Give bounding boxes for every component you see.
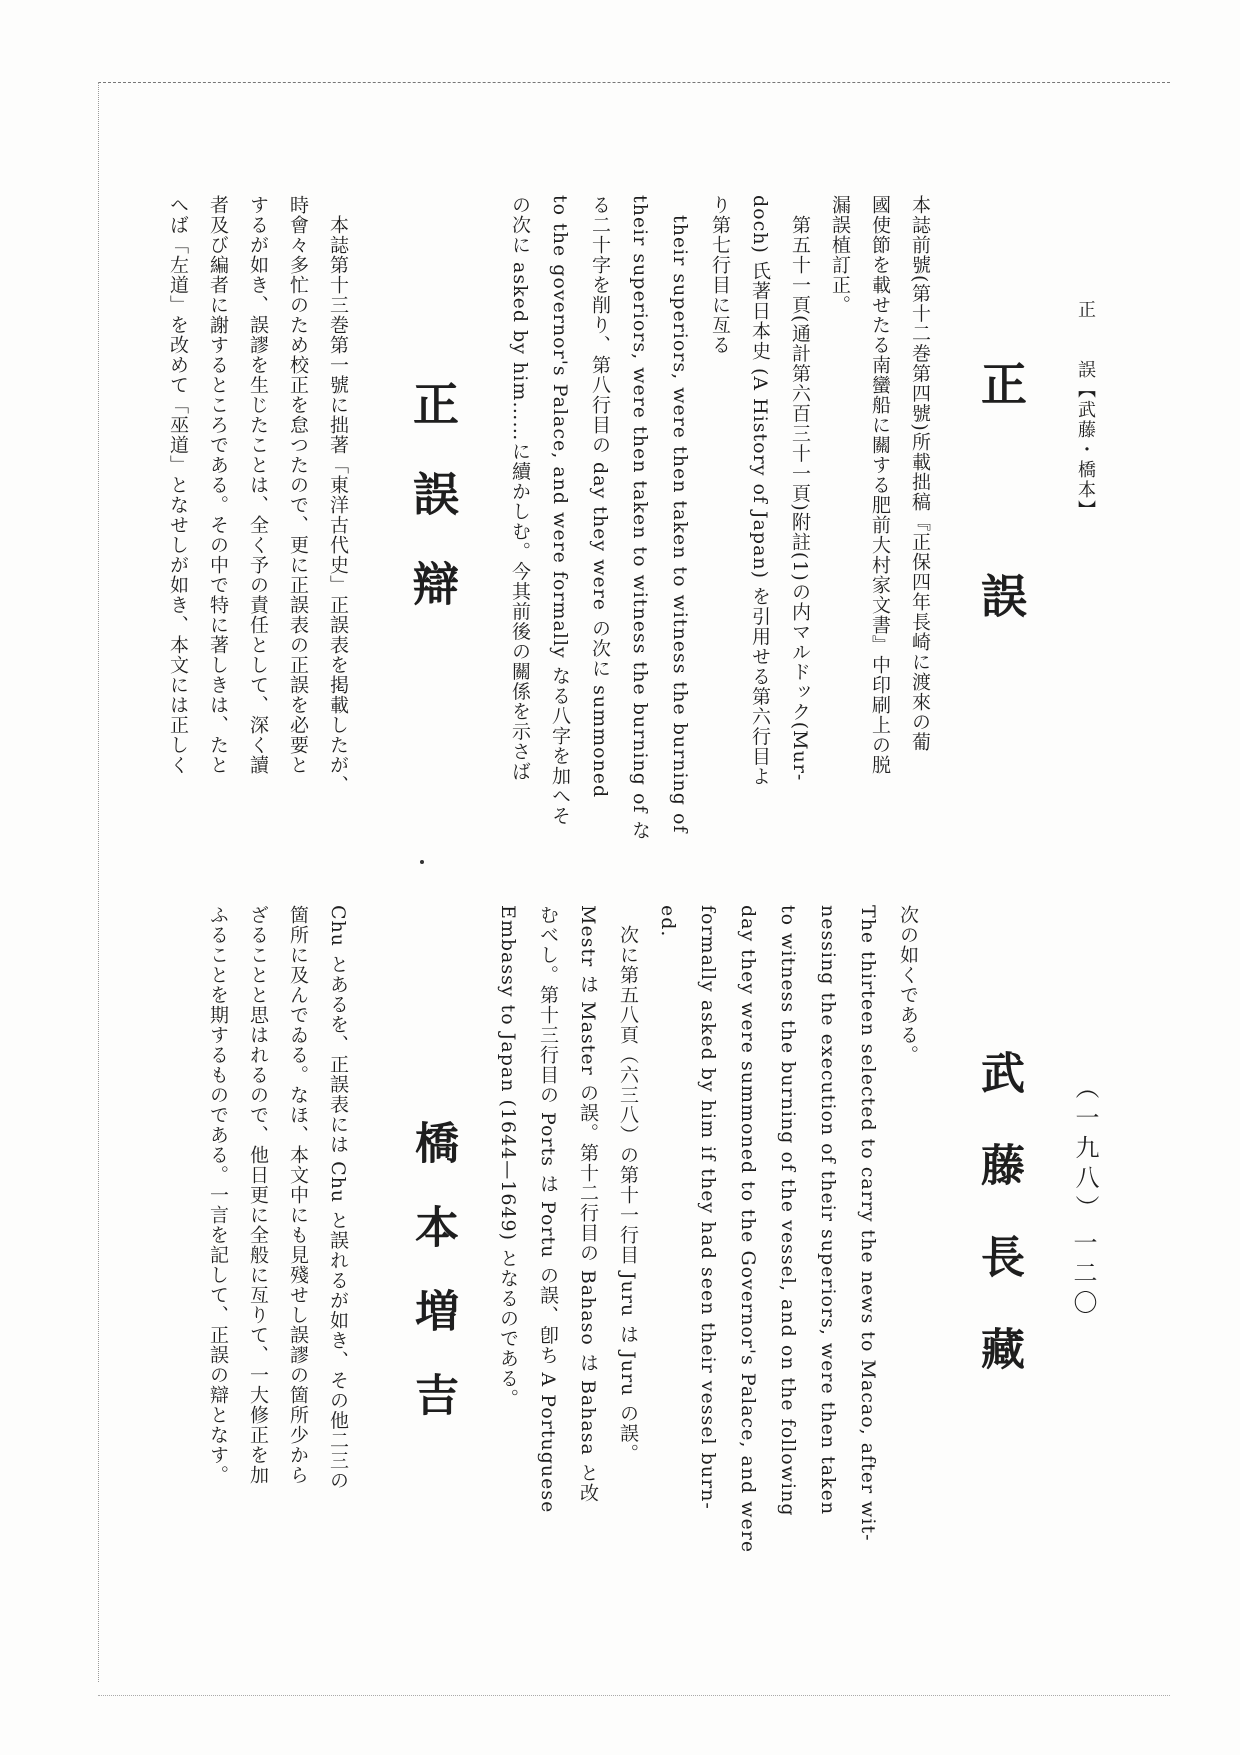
article2-line-1: 本誌第十三巻第一號に拙著「東洋古代史」正誤表を掲載したが、 bbox=[327, 195, 349, 795]
sequence-number: （一九八） bbox=[1071, 1075, 1099, 1225]
article1-line-19: 次に第五八頁（六三八）の第十一行目 Juru は Juru の誤。 bbox=[617, 905, 639, 1464]
article1-line-12: 次の如くである。 bbox=[897, 905, 919, 1065]
article2-line-5: へば「左道」を改めて「巫道」となせしが如き、本文には正しく bbox=[167, 195, 189, 775]
article1-line-9: る二十字を削り、第八行目の day they were の次に summoned bbox=[589, 195, 611, 799]
page-number: 一二〇 bbox=[1069, 1230, 1097, 1320]
article2-line-8: ざることと思はれるので、他日更に全般に亙りて、一大修正を加 bbox=[247, 905, 269, 1485]
separator-dot bbox=[420, 860, 424, 864]
article1-line-20: Mestr は Master の誤。第十二行目の Bahaso は Bahasa と改 bbox=[577, 905, 599, 1503]
article2-author: 橋本増吉 bbox=[407, 1120, 458, 1456]
article1-line-11: の次に asked by him……に續かしむ。今其前後の關係を示さば bbox=[509, 195, 531, 782]
article1-line-5: doch) 氏著日本史 (A History of Japan) を引用せる第六行目よ bbox=[749, 195, 771, 787]
article1-line-22: Embassy to Japan (1644—1649) となるのである。 bbox=[497, 905, 519, 1409]
article1-line-1: 本誌前號(第十二巻第四號)所載拙稿『正保四年長崎に渡來の葡 bbox=[909, 195, 931, 752]
article2-line-6: Chu とあるを、正誤表には Chu と誤れるが如き、その他二三の bbox=[327, 905, 349, 1491]
article1-line-10: to the governor's Palace, and were formally なる八字を加へそ bbox=[549, 195, 571, 826]
article1-line-13: The thirteen selected to carry the news to Macao, after wit- bbox=[857, 905, 879, 1542]
frame-rule-bottom bbox=[98, 1695, 1170, 1696]
article1-line-8: their superiors, were then taken to witness the burning of な bbox=[629, 195, 651, 841]
article1-line-14: nessing the execution of their superiors, were then taken bbox=[817, 905, 839, 1516]
article2-line-4: 者及び編者に謝するところである。その中で特に著しきは、たと bbox=[207, 195, 229, 775]
article2-line-3: するが如き、誤謬を生じたことは、全く予の責任として、深く讀 bbox=[247, 195, 269, 775]
article1-line-6: り第七行目に亙る bbox=[709, 195, 731, 355]
article2-line-7: 箇所に及んでゐる。なほ、本文中にも見殘せし誤謬の箇所少から bbox=[287, 905, 309, 1485]
article1-line-3: 漏誤植訂正。 bbox=[829, 195, 851, 315]
article1-line-15: to witness the burning of the vessel, and on the following bbox=[777, 905, 799, 1517]
article2-line-2: 時會々多忙のため校正を怠つたので、更に正誤表の正誤を必要と bbox=[287, 195, 309, 775]
article1-line-7: their superiors, were then taken to witness the burning of bbox=[669, 195, 691, 834]
running-title: 正 誤【武藤・橋本】 bbox=[1075, 300, 1096, 520]
article1-line-21: むべし。第十三行目の Ports は Portu の誤、卽ち A Portuguese bbox=[537, 905, 559, 1514]
article1-line-16: day they were summoned to the Governor's Palace, and were bbox=[737, 905, 759, 1554]
article1-title: 正 誤 bbox=[974, 360, 1028, 678]
article1-author: 武藤長藏 bbox=[973, 1050, 1024, 1418]
article1-line-2: 國使節を載せたる南蠻船に關する肥前大村家文書』中印刷上の脱 bbox=[869, 195, 891, 775]
frame-rule-top bbox=[98, 82, 1170, 83]
frame-rule-left bbox=[98, 82, 99, 1682]
article1-line-18: ed. bbox=[657, 905, 679, 938]
article2-title: 正誤辯 bbox=[406, 380, 460, 650]
article1-line-4: 第五十一頁(通計第六百三十一頁)附註(1)の内マルドック(Mur- bbox=[789, 195, 811, 782]
article2-line-9: ふることを期するものである。一言を記して、正誤の辯となす。 bbox=[207, 905, 229, 1485]
article1-line-17: formally asked by him if they had seen their vessel burn- bbox=[697, 905, 719, 1510]
